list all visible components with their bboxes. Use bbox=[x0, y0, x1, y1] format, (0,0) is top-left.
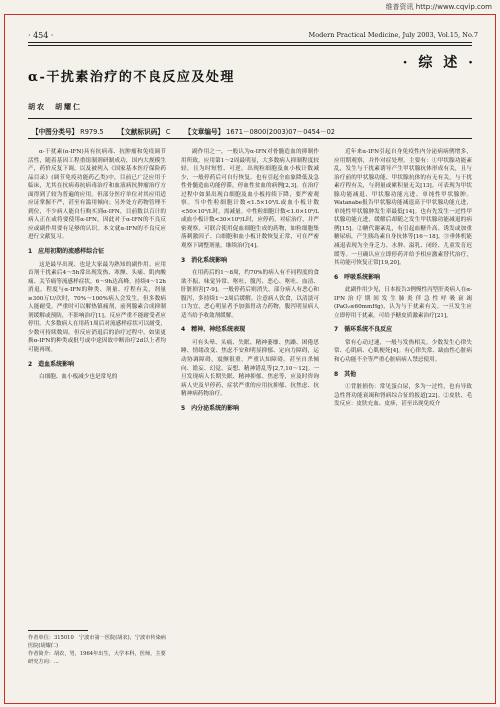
paragraph: 此副作用少见，日本报告3例慢性丙型肝炎病人在α-IFN治疗期间发生肺炎伴急性呼吸衰竭(PaO₂≤60mmHg)，认为与干扰素有关。一旦发生应立即停用干扰素，可给予糖皮质激素治疗[21]。 bbox=[334, 287, 472, 319]
section-heading: 8 其他 bbox=[334, 370, 357, 378]
section-heading: 2 造血系统影响 bbox=[28, 360, 75, 368]
article-no-value: 1671－0800(2003)07－0454－02 bbox=[226, 128, 336, 136]
header-rule bbox=[28, 42, 472, 43]
footnote-bio: 作者简介：胡农，男，1964年出生，大学本科，医师，主要研究方向：... bbox=[28, 651, 166, 665]
paragraph: ①背脏损伤：常见蛋白尿，多为一过性，也有导致急性肾功能衰竭和肾病综合征的报道[22]。②皮肤、毛发反应：皮肤充血、皮疹，甚至出现免疫介 bbox=[334, 384, 472, 408]
doc-code-label: 【文献标识码】 bbox=[117, 128, 164, 136]
page-number: · 454 · bbox=[28, 31, 54, 40]
doc-code-value: C bbox=[165, 128, 171, 136]
section-heading: 6 呼吸系统影响 bbox=[334, 273, 381, 281]
paragraph: 常有心动过速，一般与发热相关。少数发生心律失常、心肌病、心肌梗死[4]。有心律失常、缺血性心脏病和心功能不全等严重心脏病病人禁忌使用。 bbox=[334, 339, 472, 364]
paragraph: 这是最早出现、也是大家最为熟知的副作用。应用首剂干扰素后4～5h常出现发热、寒颤、头痛、肌肉酸痛、关节痛等流感样症状，6～9h达高峰，持续4～12h消退。程度与α-IFN的种类、剂量、疗程有关，剂量≥300万U/次时，70%～100%病人会发生。但多数病人能耐受，严重时可以解热镇痛剂，前列腺素合成抑制剂缓解或预防，不影响治疗[1]。反应严重不能耐受者应停用。大多数病人在用药1周后对流感样症状可以耐受，少数可持续数周。但反应消退后的治疗过程中，如果更换α-IFN的种类或批号或中途因故中断治疗2d以上者均可能再现。 bbox=[28, 261, 166, 354]
footnote-unit: 作者单位：315010 宁波市第一医院(胡农)，宁波市传染病医院(胡耀仁) bbox=[28, 635, 166, 649]
article-meta bbox=[32, 126, 347, 136]
section-heading: 3 消化系统影响 bbox=[181, 256, 228, 264]
paragraph: α-干扰素(α-IFN)具有抗病毒、抗肿瘤和免疫调节活性，随着基因工程重组制剂研制成功，国内大规模生产，药价反复下调，以及被列入《国家基本医疗保险药品目录》(调节免疫功能药乙类)中，目前已广泛应用于临床，尤其在抗病毒抗病毒治疗和血液病抗肿瘤治疗方面得到了较为普遍的应用。但部分医疗单位对其应用适应证掌握不严，甚至有滥用倾向；另外处方药物管理不到位，不少病人能自行购买到α-IFN，目前数以百计的病人正在或将要使用α-IFN，因此对于α-IFN的不良反应或副作用要有足够的认识。本文就α-IFN的不良反应进行文献复习。 bbox=[28, 149, 166, 241]
paragraph: 白细胞、血小板减少也是常见的 bbox=[39, 374, 118, 381]
watermark: 维普资讯 http://www.cqvip.com bbox=[385, 3, 492, 11]
header-rule-thin bbox=[28, 45, 472, 46]
article-title: α-干扰素治疗的不良反应及处理 bbox=[28, 70, 235, 85]
paragraph: 近年来α-IFN引起自身免疫性内分泌病病例增多，应用期观察，并作对症处理。主要有：①甲状腺功能紊乱，发生与干扰素诱导产生甲状腺抗体形成有关，且与治疗前的甲状腺功能、甲状腺抗体的有无有关，与干扰素疗程有关，与剂量或累积量无关[13]。可表现为甲状腺功能减退、甲状腺功能亢进、单纯性甲状腺肿。Watanabe报告甲状腺功能减退高于甲状腺功能亢进，单纯性甲状腺肿发生率最低[14]。也有先发生一过性甲状腺功能亢进，缓解后却随之发生甲状腺功能减退的病例[15]。②糖代谢紊乱，有引起血糖升高、诱发或加重糖尿病，产生胰岛素自身抗体等[16～18]。③垂体机能减退表现为全身乏力、水肿、溢乳、闭经、儿童发育迟缓等。一旦确认应立即停药并给予相应激素替代治疗，其功能可恢复正常[19,20]。 bbox=[334, 149, 472, 267]
section-tag: · 综 述 · bbox=[402, 55, 476, 71]
footnote-rule bbox=[28, 630, 88, 631]
section-heading: 5 内分泌系统的影响 bbox=[181, 404, 240, 412]
clc-value: R979.5 bbox=[80, 128, 104, 136]
paragraph: 在用药后的1～8周，约70%的病人有不同程度的食欲不振、味觉异常、呕吐、腹泻、恶心、呕吐、血清、肝脏损害[7-9]。一般停药后则消失，部分病人有恶心和腹泻，多持续1～2周后缓解。注意病人饮食，以清淡可口为宜，恶心明显者予加强胃动力药物，腹泻明显病人适当给予收敛剂缓解。 bbox=[181, 270, 319, 319]
section-heading: 1 应用初期的流感样综合征 bbox=[28, 248, 105, 256]
article-authors: 胡农 胡耀仁 bbox=[28, 102, 82, 111]
column-2 bbox=[181, 148, 319, 417]
paragraph: 副作用之一，一般认为α-IFN对骨髓造血的抑制作用所致。应用第1～2周最明显，大多数病人抑制程度较轻，且为时短暂、可逆。出现粒细胞及血小板计数减少，一般停药后可自行恢复。也有引起全血象降低及急性骨髓造血功能停滞，停血性贫血的病例[2,3]。在治疗过程中如果出现白细胞及血小板持续下降，要严密观察。当中性粒细胞计数<1.5×10⁹/L或血小板计数<50×10⁹/L时，需减量。中性粒细胞计数<1.0×10⁹/L或血小板计数<30×10⁹/L时，应停药，对症治疗，并严密观察。可联合使用促血细胞生成的药物，如粒细胞集落刺激因子、白细胞和血小板计数恢复正常，可在严密观察下调整剂量，继续治疗[4]。 bbox=[181, 149, 319, 250]
article-no-label: 【文章编号】 bbox=[184, 128, 225, 136]
journal-header: Modern Practical Medicine, July 2003, Vol.15, No.7 bbox=[308, 31, 478, 39]
clc-label: 【中图分类号】 bbox=[32, 128, 79, 136]
section-heading: 4 精神、神经系统表现 bbox=[181, 326, 246, 334]
meta-rule-bottom bbox=[28, 138, 472, 139]
section-heading: 7 循环系统不良反应 bbox=[334, 326, 393, 334]
column-1 bbox=[28, 148, 166, 678]
footnote bbox=[28, 634, 166, 666]
paragraph: 可有头晕、头痛、失眠、精神萎靡、焦躁、困倦思睡、情绪改变、焦虑不安和明显抑郁、定向力障碍，运动协调障碍，震颤很重，严重认知障碍。甚至自杀倾向、谵妄、幻觉、妄想、精神错乱等[2,7,10～12]。一旦发现病人长期失眠、精神抑郁、焦虑等，应及时咨询病人史及早停药，症状严重的应用抗抑郁、抗焦虑、抗精神病药物治疗。 bbox=[181, 339, 319, 398]
meta-rule-top bbox=[28, 118, 472, 119]
column-3 bbox=[334, 148, 472, 409]
